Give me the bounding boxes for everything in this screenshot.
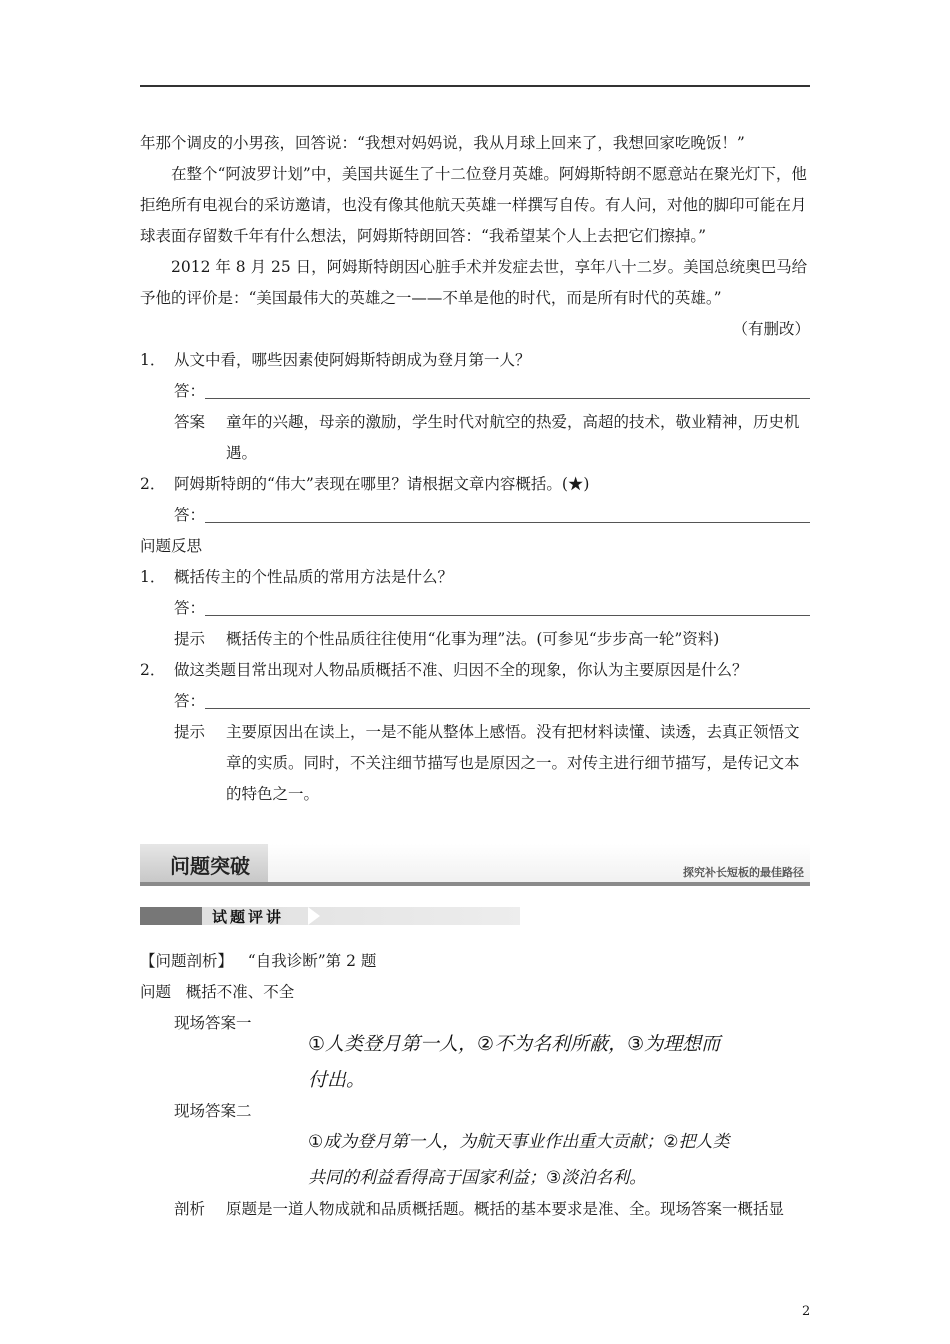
reflection-1-answer-field[interactable]: 答： (140, 593, 810, 624)
section-title: 问题突破 (170, 854, 250, 878)
paragraph-continuation: 年那个调皮的小男孩，回答说：“我想对妈妈说，我从月球上回来了，我想回家吃晚饭！” (140, 134, 745, 152)
paragraph-apollo: 在整个“阿波罗计划”中，美国共诞生了十二位登月英雄。阿姆斯特朗不愿意站在聚光灯下，他拒绝所有电视台的采访邀请，也没有像其他航天英雄一样撰写自传。有人问，对他的脚印可能在月球表面存留数千年有什么想法，阿姆斯特朗回答：“我希望某个人上去把它们擦掉。” (140, 165, 807, 245)
question-2-answer-field[interactable]: 答： (140, 500, 810, 531)
question-2: 2． 阿姆斯特朗的“伟大”表现在哪里？请根据文章内容概括。(★) (140, 469, 810, 500)
analysis-paragraph: 剖析 原题是一道人物成就和品质概括题。概括的基本要求是准、全。现场答案一概括显 (174, 1200, 785, 1218)
handwritten-answer-1: ①人类登月第一人，②不为名利所蔽，③为理想而 付出。 (308, 1033, 721, 1091)
reflection-2-hint: 提示 主要原因出在读上，一是不能从整体上感悟。没有把材料读懂、读透，去真正领悟文章的实质。同时，不关注细节描写也是原因之一。对传主进行细节描写，是传记文本的特色之一。 (174, 723, 800, 803)
problem-line: 问题 概括不准、不全 (140, 983, 295, 1001)
question-1-answer-field[interactable]: 答： (140, 376, 810, 407)
analysis-tag-line: 【问题剖析】 “自我诊断”第 2 题 (140, 952, 377, 970)
answer-2-label-wrap (140, 1096, 810, 1127)
section-slogan: 探究补长短板的最佳路径 (683, 866, 804, 879)
reflection-2: 2． 做这类题目常出现对人物品质概括不准、归因不全的现象，你认为主要原因是什么？ (140, 661, 748, 679)
question-2-text: 阿姆斯特朗的“伟大”表现在哪里？请根据文章内容概括。(★) (174, 475, 590, 493)
source-note: （有删改） (732, 320, 810, 338)
analysis-text-wrap (140, 1194, 810, 1225)
page-number: 2 (802, 1304, 811, 1319)
reflection-1-hint: 提示 概括传主的个性品质往往使用“化事为理”法。(可参见“步步高一轮”资料) (174, 630, 720, 648)
question-1-key: 答案 童年的兴趣，母亲的激励，学生时代对航空的热爱，高超的技术，敬业精神，历史机遇。 (174, 413, 800, 462)
handwritten-answer-2: ①成为登月第一人，为航天事业作出重大贡献；②把人类 共同的利益看得高于国家利益；③淡泊名利。 (308, 1132, 730, 1188)
arrow-icon (308, 907, 320, 925)
section-banner (140, 838, 810, 886)
answer-2-label: 现场答案二 (174, 1102, 252, 1120)
header-rule (140, 85, 810, 87)
answer-1-label: 现场答案一 (174, 1014, 252, 1032)
paragraph-death: 2012 年 8 月 25 日，阿姆斯特朗因心脏手术并发症去世，享年八十二岁。美国总统奥巴马给予他的评价是：“美国最伟大的英雄之一——不单是他的时代，而是所有时代的英雄。” (140, 258, 808, 307)
reflection-heading: 问题反思 (140, 537, 203, 555)
reflection-2-answer-field[interactable]: 答： (140, 686, 810, 717)
reflection-1: 1． 概括传主的个性品质的常用方法是什么？ (140, 568, 454, 586)
sub-section-banner (140, 905, 520, 927)
question-1-text: 从文中看，哪些因素使阿姆斯特朗成为登月第一人？ (174, 351, 531, 369)
question-1: 1． 从文中看，哪些因素使阿姆斯特朗成为登月第一人？ (140, 345, 810, 376)
body-text-top (140, 128, 810, 810)
sub-section-title: 试题评讲 (212, 908, 285, 926)
